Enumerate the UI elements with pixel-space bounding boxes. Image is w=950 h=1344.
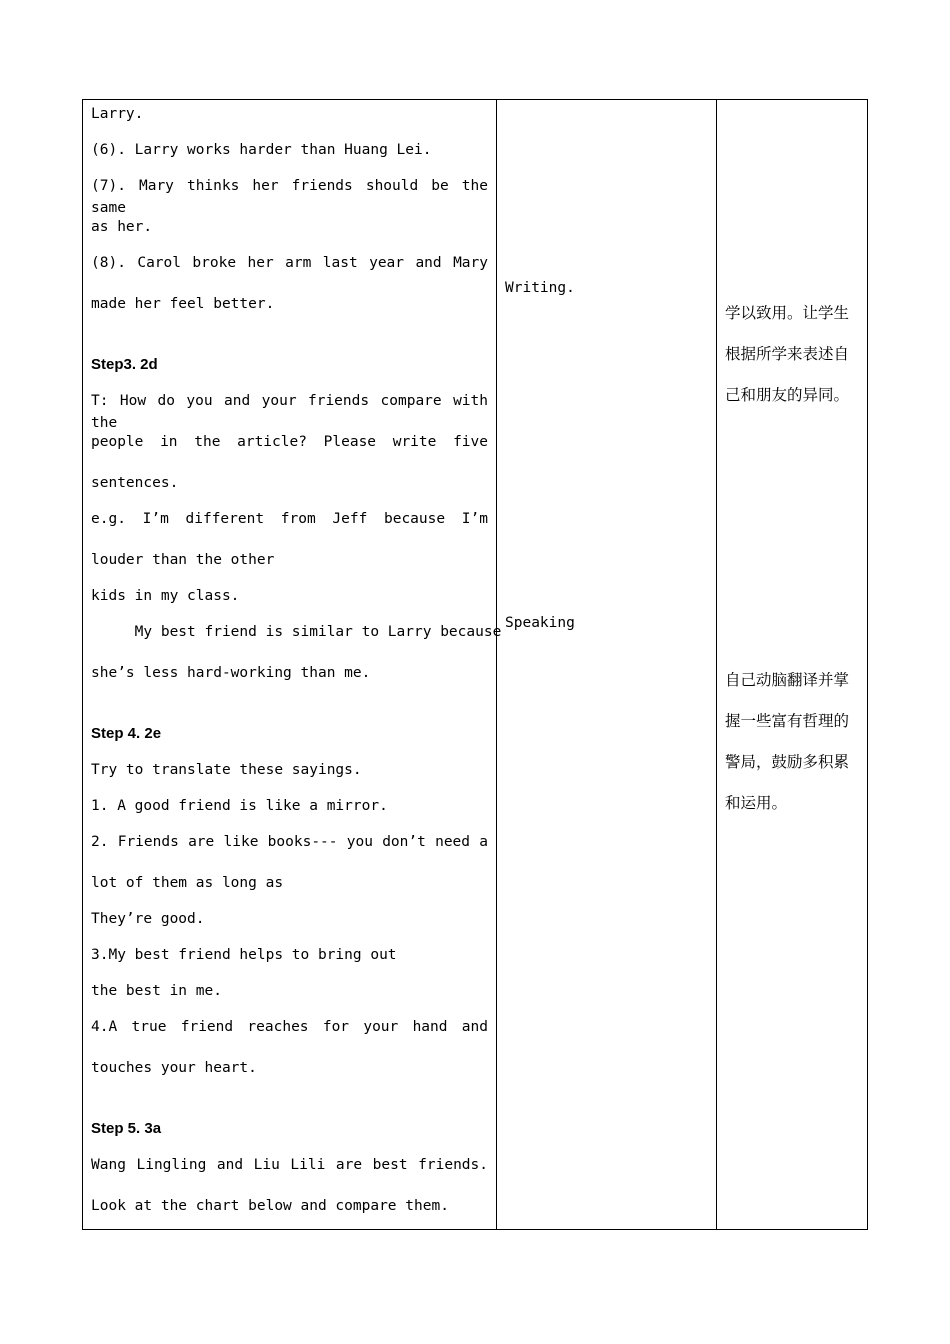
note-line: 自己动脑翻译并掌: [725, 671, 850, 689]
text-line: as her.: [91, 219, 153, 235]
text-line: Try to translate these sayings.: [91, 762, 362, 778]
step-heading: Step3. 2d: [91, 356, 158, 373]
text-line: 3.My best friend helps to bring out: [91, 947, 397, 963]
skill-writing: Writing.: [505, 280, 575, 296]
step-heading: Step 4. 2e: [91, 725, 162, 742]
lesson-plan-table: [82, 99, 868, 1230]
text-line: (7). Mary thinks her friends should be the same: [91, 178, 488, 216]
note-line: 警局，鼓励多积累: [725, 753, 850, 771]
note-line: 根据所学来表述自: [725, 345, 850, 363]
text-line: (8). Carol broke her arm last year and Mary: [91, 255, 488, 271]
text-line: 1. A good friend is like a mirror.: [91, 798, 388, 814]
note-line: 和运用。: [725, 794, 788, 812]
text-line: e.g. I’m different from Jeff because I’m: [91, 511, 488, 527]
note-line: 握一些富有哲理的: [725, 712, 850, 730]
text-line: (6). Larry works harder than Huang Lei.: [91, 142, 432, 158]
note-line: 己和朋友的异同。: [725, 386, 850, 404]
text-line: 2. Friends are like books--- you don’t need a: [91, 834, 488, 850]
text-line: she’s less hard-working than me.: [91, 665, 371, 681]
column-divider-1: [496, 100, 497, 1229]
skill-speaking: Speaking: [505, 615, 575, 631]
note-line: 学以致用。让学生: [725, 304, 850, 322]
text-line: Larry.: [91, 106, 144, 122]
text-line: touches your heart.: [91, 1060, 257, 1076]
text-line: 4.A true friend reaches for your hand and: [91, 1019, 488, 1035]
text-line: louder than the other: [91, 552, 275, 568]
text-line: Wang Lingling and Liu Lili are best friends.: [91, 1157, 488, 1173]
text-line: Look at the chart below and compare them.: [91, 1198, 449, 1214]
text-line: My best friend is similar to Larry because: [91, 624, 502, 640]
text-line: They’re good.: [91, 911, 205, 927]
text-line: people in the article? Please write five: [91, 434, 488, 450]
step-heading: Step 5. 3a: [91, 1120, 162, 1137]
text-line: T: How do you and your friends compare with the: [91, 393, 488, 431]
text-line: lot of them as long as: [91, 875, 284, 891]
text-line: sentences.: [91, 475, 179, 491]
text-line: the best in me.: [91, 983, 222, 999]
text-line: kids in my class.: [91, 588, 240, 604]
column-divider-2: [716, 100, 717, 1229]
text-line: made her feel better.: [91, 296, 275, 312]
